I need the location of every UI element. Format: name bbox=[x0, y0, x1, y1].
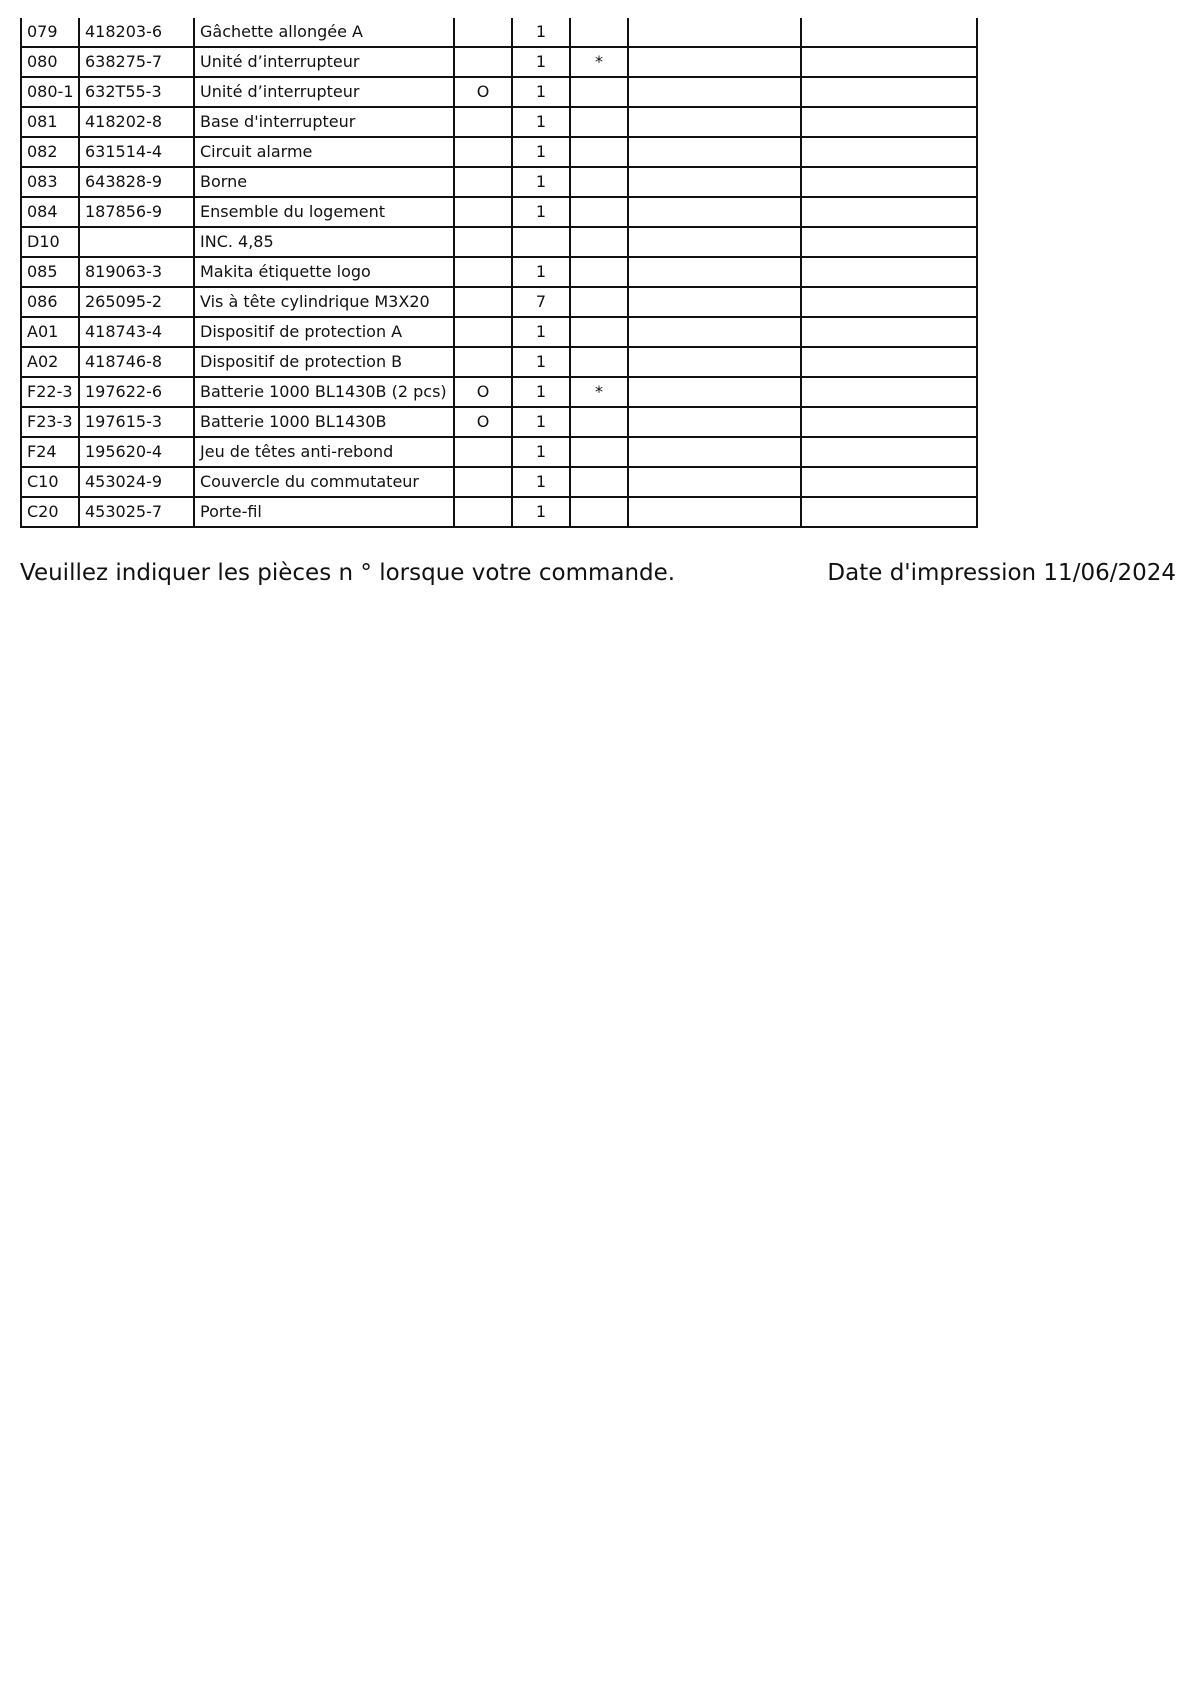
blank-cell bbox=[801, 407, 977, 437]
quantity-cell: 1 bbox=[512, 77, 570, 107]
blank-cell bbox=[801, 77, 977, 107]
description-cell: Ensemble du logement bbox=[194, 197, 454, 227]
blank-cell bbox=[801, 347, 977, 377]
blank-cell bbox=[628, 18, 801, 47]
option-cell: O bbox=[454, 377, 512, 407]
option-cell bbox=[454, 227, 512, 257]
part-number-cell: 197622-6 bbox=[79, 377, 194, 407]
blank-cell bbox=[801, 287, 977, 317]
quantity-cell: 7 bbox=[512, 287, 570, 317]
option-cell: O bbox=[454, 77, 512, 107]
description-cell: Gâchette allongée A bbox=[194, 18, 454, 47]
description-cell: Vis à tête cylindrique M3X20 bbox=[194, 287, 454, 317]
mark-cell bbox=[570, 77, 628, 107]
part-number-cell: 418746-8 bbox=[79, 347, 194, 377]
blank-cell bbox=[801, 437, 977, 467]
mark-cell: * bbox=[570, 47, 628, 77]
table-row bbox=[21, 497, 977, 527]
part-number-cell: 453025-7 bbox=[79, 497, 194, 527]
description-cell: Circuit alarme bbox=[194, 137, 454, 167]
table-row bbox=[21, 107, 977, 137]
table-row bbox=[21, 167, 977, 197]
blank-cell bbox=[801, 137, 977, 167]
table-row bbox=[21, 407, 977, 437]
blank-cell bbox=[801, 227, 977, 257]
item-number-cell: F24 bbox=[21, 437, 79, 467]
table-row bbox=[21, 437, 977, 467]
blank-cell bbox=[628, 257, 801, 287]
mark-cell bbox=[570, 437, 628, 467]
option-cell: O bbox=[454, 407, 512, 437]
description-cell: Unité d’interrupteur bbox=[194, 77, 454, 107]
blank-cell bbox=[628, 467, 801, 497]
part-number-cell: 819063-3 bbox=[79, 257, 194, 287]
option-cell bbox=[454, 167, 512, 197]
quantity-cell: 1 bbox=[512, 347, 570, 377]
quantity-cell bbox=[512, 227, 570, 257]
quantity-cell: 1 bbox=[512, 437, 570, 467]
blank-cell bbox=[628, 437, 801, 467]
blank-cell bbox=[628, 347, 801, 377]
table-row bbox=[21, 317, 977, 347]
quantity-cell: 1 bbox=[512, 18, 570, 47]
part-number-cell bbox=[79, 227, 194, 257]
blank-cell bbox=[628, 107, 801, 137]
mark-cell bbox=[570, 137, 628, 167]
part-number-cell: 195620-4 bbox=[79, 437, 194, 467]
item-number-cell: C10 bbox=[21, 467, 79, 497]
blank-cell bbox=[628, 167, 801, 197]
blank-cell bbox=[801, 377, 977, 407]
mark-cell bbox=[570, 407, 628, 437]
blank-cell bbox=[801, 257, 977, 287]
table-row bbox=[21, 347, 977, 377]
description-cell: INC. 4,85 bbox=[194, 227, 454, 257]
table-row bbox=[21, 47, 977, 77]
item-number-cell: 084 bbox=[21, 197, 79, 227]
blank-cell bbox=[801, 47, 977, 77]
item-number-cell: 083 bbox=[21, 167, 79, 197]
description-cell: Couvercle du commutateur bbox=[194, 467, 454, 497]
mark-cell bbox=[570, 107, 628, 137]
item-number-cell: A02 bbox=[21, 347, 79, 377]
mark-cell bbox=[570, 347, 628, 377]
table-row bbox=[21, 18, 977, 47]
table-row bbox=[21, 227, 977, 257]
quantity-cell: 1 bbox=[512, 497, 570, 527]
blank-cell bbox=[628, 497, 801, 527]
table-row bbox=[21, 377, 977, 407]
part-number-cell: 453024-9 bbox=[79, 467, 194, 497]
description-cell: Batterie 1000 BL1430B bbox=[194, 407, 454, 437]
option-cell bbox=[454, 47, 512, 77]
quantity-cell: 1 bbox=[512, 257, 570, 287]
description-cell: Dispositif de protection A bbox=[194, 317, 454, 347]
blank-cell bbox=[628, 137, 801, 167]
table-row bbox=[21, 287, 977, 317]
mark-cell bbox=[570, 167, 628, 197]
option-cell bbox=[454, 467, 512, 497]
blank-cell bbox=[801, 317, 977, 347]
part-number-cell: 632T55-3 bbox=[79, 77, 194, 107]
blank-cell bbox=[628, 377, 801, 407]
table-row bbox=[21, 77, 977, 107]
item-number-cell: 080 bbox=[21, 47, 79, 77]
quantity-cell: 1 bbox=[512, 167, 570, 197]
item-number-cell: C20 bbox=[21, 497, 79, 527]
quantity-cell: 1 bbox=[512, 107, 570, 137]
item-number-cell: 080-1 bbox=[21, 77, 79, 107]
mark-cell bbox=[570, 317, 628, 347]
part-number-cell: 638275-7 bbox=[79, 47, 194, 77]
mark-cell bbox=[570, 497, 628, 527]
parts-table bbox=[20, 18, 978, 528]
part-number-cell: 418743-4 bbox=[79, 317, 194, 347]
option-cell bbox=[454, 347, 512, 377]
blank-cell bbox=[801, 467, 977, 497]
item-number-cell: A01 bbox=[21, 317, 79, 347]
option-cell bbox=[454, 317, 512, 347]
option-cell bbox=[454, 257, 512, 287]
description-cell: Makita étiquette logo bbox=[194, 257, 454, 287]
table-row bbox=[21, 197, 977, 227]
part-number-cell: 197615-3 bbox=[79, 407, 194, 437]
quantity-cell: 1 bbox=[512, 137, 570, 167]
description-cell: Porte-fil bbox=[194, 497, 454, 527]
table-row bbox=[21, 467, 977, 497]
blank-cell bbox=[628, 287, 801, 317]
blank-cell bbox=[628, 227, 801, 257]
order-note: Veuillez indiquer les pièces n ° lorsque votre commande. bbox=[20, 560, 676, 586]
item-number-cell: F23-3 bbox=[21, 407, 79, 437]
blank-cell bbox=[801, 18, 977, 47]
item-number-cell: 085 bbox=[21, 257, 79, 287]
mark-cell bbox=[570, 18, 628, 47]
parts-table-body bbox=[21, 18, 977, 527]
blank-cell bbox=[801, 167, 977, 197]
option-cell bbox=[454, 197, 512, 227]
quantity-cell: 1 bbox=[512, 317, 570, 347]
part-number-cell: 265095-2 bbox=[79, 287, 194, 317]
option-cell bbox=[454, 437, 512, 467]
blank-cell bbox=[801, 197, 977, 227]
blank-cell bbox=[628, 47, 801, 77]
item-number-cell: 081 bbox=[21, 107, 79, 137]
description-cell: Batterie 1000 BL1430B (2 pcs) bbox=[194, 377, 454, 407]
option-cell bbox=[454, 497, 512, 527]
description-cell: Unité d’interrupteur bbox=[194, 47, 454, 77]
description-cell: Base d'interrupteur bbox=[194, 107, 454, 137]
table-row bbox=[21, 257, 977, 287]
blank-cell bbox=[801, 107, 977, 137]
blank-cell bbox=[628, 317, 801, 347]
mark-cell: * bbox=[570, 377, 628, 407]
option-cell bbox=[454, 287, 512, 317]
part-number-cell: 187856-9 bbox=[79, 197, 194, 227]
part-number-cell: 418203-6 bbox=[79, 18, 194, 47]
blank-cell bbox=[628, 197, 801, 227]
item-number-cell: F22-3 bbox=[21, 377, 79, 407]
quantity-cell: 1 bbox=[512, 47, 570, 77]
item-number-cell: 082 bbox=[21, 137, 79, 167]
part-number-cell: 418202-8 bbox=[79, 107, 194, 137]
description-cell: Dispositif de protection B bbox=[194, 347, 454, 377]
description-cell: Borne bbox=[194, 167, 454, 197]
part-number-cell: 643828-9 bbox=[79, 167, 194, 197]
quantity-cell: 1 bbox=[512, 407, 570, 437]
part-number-cell: 631514-4 bbox=[79, 137, 194, 167]
item-number-cell: D10 bbox=[21, 227, 79, 257]
quantity-cell: 1 bbox=[512, 467, 570, 497]
blank-cell bbox=[801, 497, 977, 527]
mark-cell bbox=[570, 467, 628, 497]
blank-cell bbox=[628, 77, 801, 107]
option-cell bbox=[454, 137, 512, 167]
option-cell bbox=[454, 18, 512, 47]
item-number-cell: 079 bbox=[21, 18, 79, 47]
option-cell bbox=[454, 107, 512, 137]
blank-cell bbox=[628, 407, 801, 437]
table-row bbox=[21, 137, 977, 167]
mark-cell bbox=[570, 287, 628, 317]
quantity-cell: 1 bbox=[512, 377, 570, 407]
print-date: Date d'impression 11/06/2024 bbox=[827, 560, 1176, 586]
mark-cell bbox=[570, 197, 628, 227]
mark-cell bbox=[570, 257, 628, 287]
mark-cell bbox=[570, 227, 628, 257]
quantity-cell: 1 bbox=[512, 197, 570, 227]
description-cell: Jeu de têtes anti-rebond bbox=[194, 437, 454, 467]
item-number-cell: 086 bbox=[21, 287, 79, 317]
